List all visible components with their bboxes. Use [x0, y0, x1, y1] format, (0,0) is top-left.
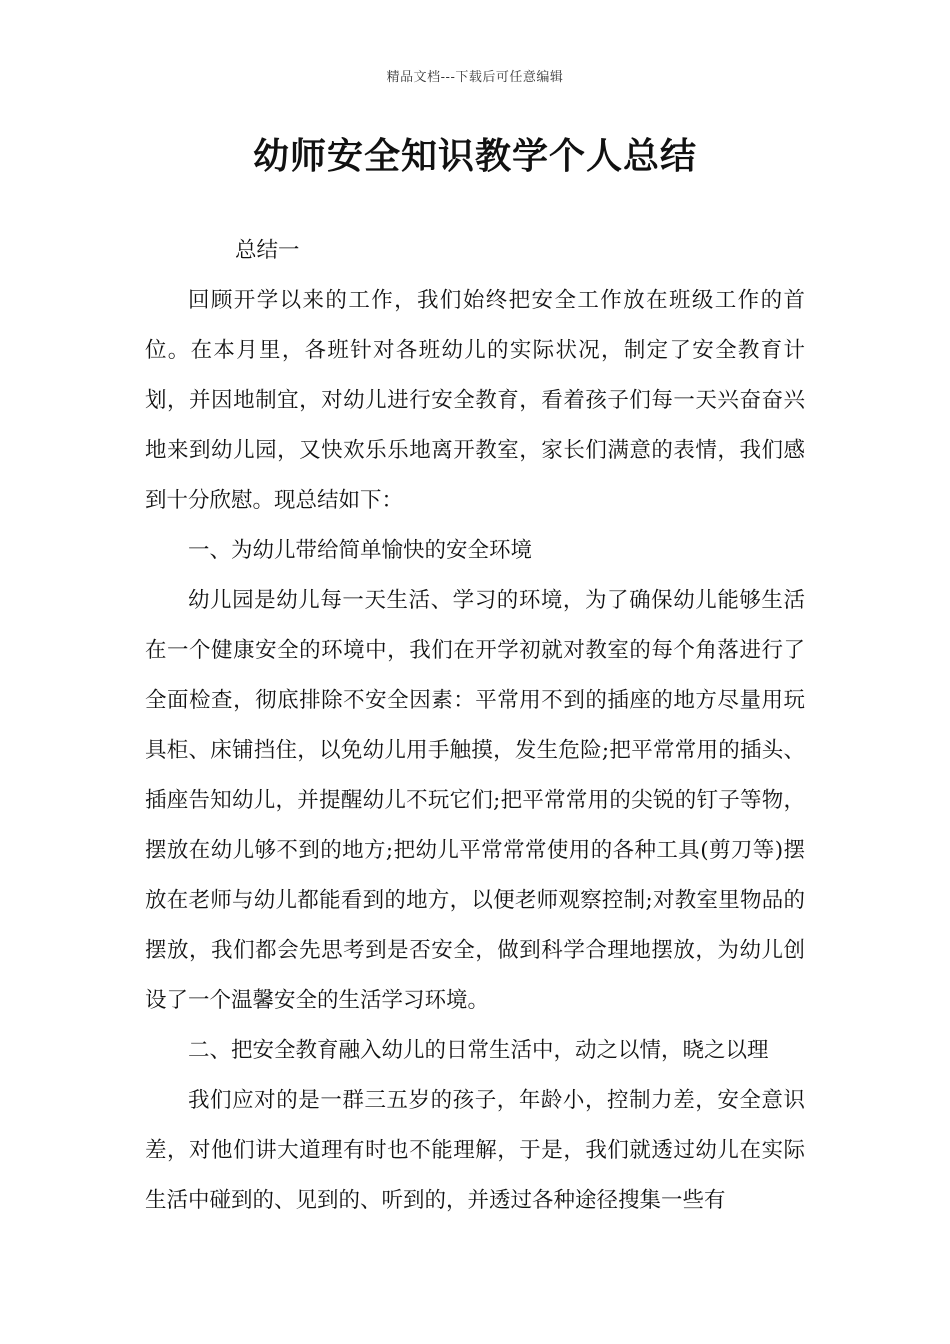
section-heading: 一、为幼儿带给简单愉快的安全环境	[188, 538, 533, 563]
header-note: 精品文档---下载后可任意编辑	[386, 70, 564, 85]
section-label: 总结一	[235, 238, 300, 263]
document-body	[145, 226, 805, 1226]
paragraph: 回顾开学以来的工作，我们始终把安全工作放在班级工作的首位。在本月里，各班针对各班幼儿的实际状况，制定了安全教育计划，并因地制宜，对幼儿进行安全教育，看着孩子们每一天兴奋奋兴地来到幼儿园，又快欢乐乐地离开教室，家长们满意的表情，我们感到十分欣慰。现总结如下：	[145, 288, 805, 513]
paragraph: 幼儿园是幼儿每一天生活、学习的环境，为了确保幼儿能够生活在一个健康安全的环境中，我们在开学初就对教室的每个角落进行了全面检查，彻底排除不安全因素：平常用不到的插座的地方尽量用玩具柜、床铺挡住，以免幼儿用手触摸，发生危险;把平常常用的插头、插座告知幼儿，并提醒幼儿不玩它们;把平常常用的尖锐的钉子等物，摆放在幼儿够不到的地方;把幼儿平常常常使用的各种工具(剪刀等)摆放在老师与幼儿都能看到的地方，以便老师观察控制;对教室里物品的摆放，我们都会先思考到是否安全，做到科学合理地摆放，为幼儿创设了一个温馨安全的生活学习环境。	[145, 588, 805, 1013]
section-heading: 二、把安全教育融入幼儿的日常生活中，动之以情，晓之以理	[188, 1038, 769, 1063]
paragraph: 我们应对的是一群三五岁的孩子，年龄小，控制力差，安全意识差，对他们讲大道理有时也不能理解，于是，我们就透过幼儿在实际生活中碰到的、见到的、听到的，并透过各种途径搜集一些有	[145, 1088, 805, 1213]
document-title: 幼师安全知识教学个人总结	[252, 135, 697, 177]
